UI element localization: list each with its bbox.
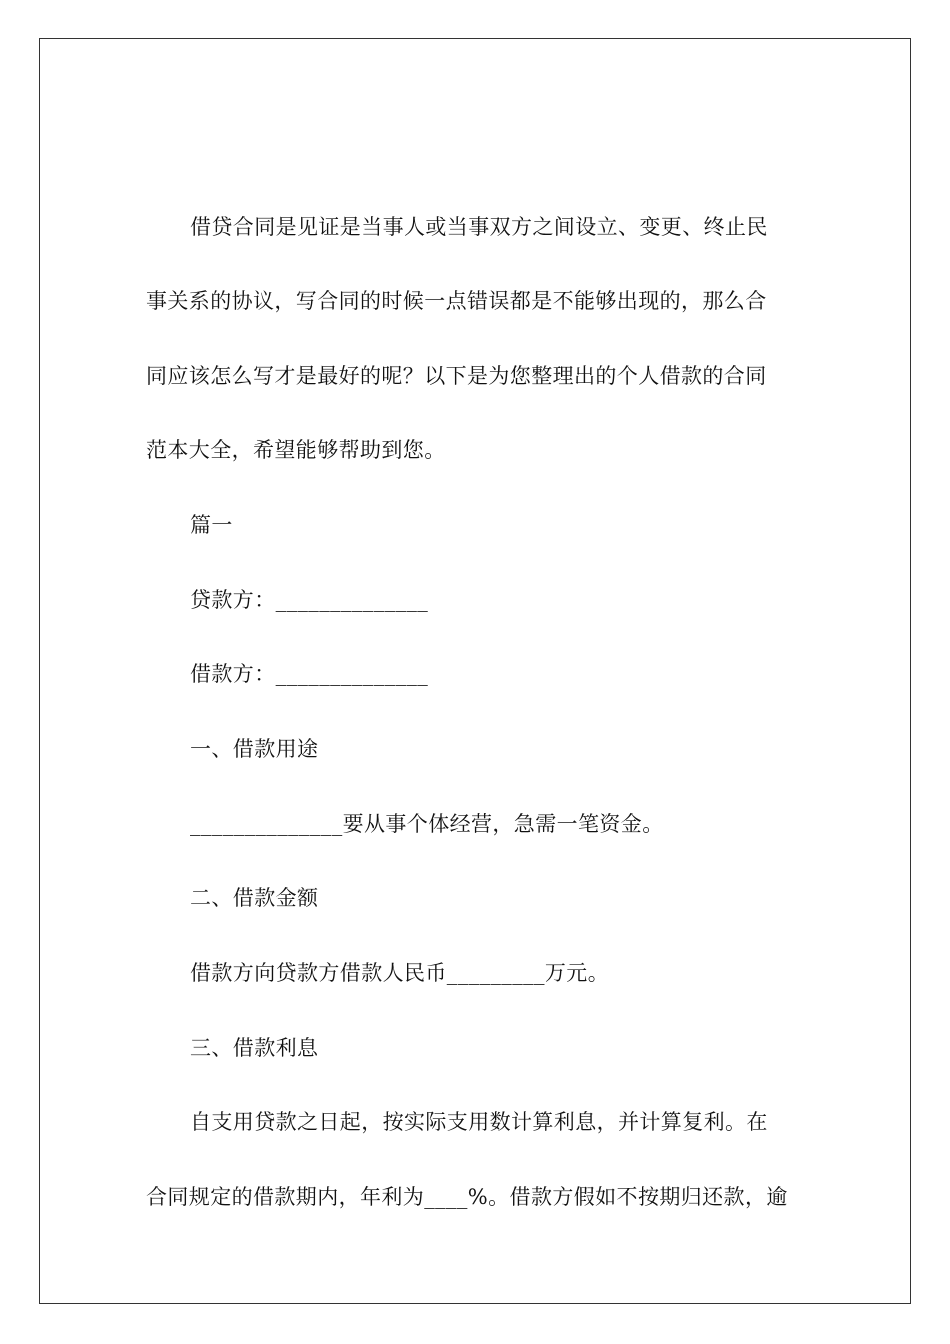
lender-line: 贷款方：______________ [190, 588, 429, 612]
intro-line-3: 同应该怎么写才是最好的呢？以下是为您整理出的个人借款的合同 [146, 364, 767, 388]
borrower-line: 借款方：______________ [190, 662, 429, 686]
heading-amount: 二、借款金额 [190, 886, 319, 910]
intro-line-1: 借贷合同是见证是当事人或当事双方之间设立、变更、终止民 [190, 215, 768, 239]
interest-line-2: 合同规定的借款期内，年利为____%。借款方假如不按期归还款，逾 [146, 1185, 788, 1209]
interest-line-1: 自支用贷款之日起，按实际支用数计算利息，并计算复利。在 [190, 1110, 768, 1134]
section-label: 篇一 [190, 513, 233, 537]
heading-purpose: 一、借款用途 [190, 737, 319, 761]
purpose-line: ______________要从事个体经营，急需一笔资金。 [190, 812, 664, 836]
intro-line-2: 事关系的协议，写合同的时候一点错误都是不能够出现的，那么合 [146, 289, 767, 313]
heading-interest: 三、借款利息 [190, 1036, 319, 1060]
amount-line: 借款方向贷款方借款人民币_________万元。 [190, 961, 610, 985]
intro-line-4: 范本大全，希望能够帮助到您。 [146, 438, 446, 462]
